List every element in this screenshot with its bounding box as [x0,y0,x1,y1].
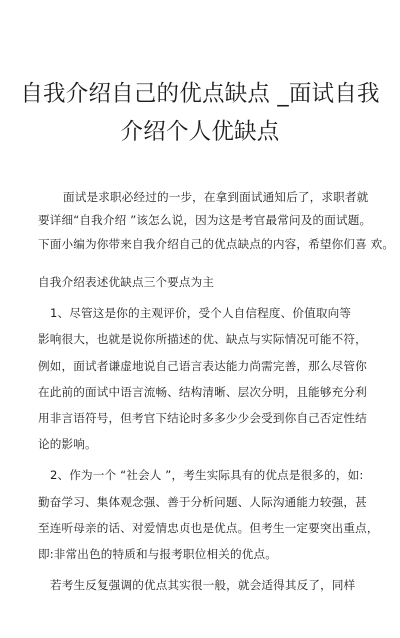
point-1-line-4: 在此前的面试中语言流畅、结构清晰、层次分明，且能够充分利 [38,385,367,399]
document-title-line-2: 介绍个人优缺点 [120,119,280,145]
point-2-line-3: 至连听母亲的话、对爱情忠贞也是优点。但考生一定要突出重点， [38,521,379,535]
paragraph-closing-line-1: 若考生反复强调的优点其实很一般，就会适得其反了，同样 [50,578,356,592]
document-title-line-1: 自我介绍自己的优点缺点 _面试自我 [20,81,380,107]
paragraph-intro-line-3: 下面小编为你带来自我介绍自己的优点缺点的内容，希望你们喜 欢。 [38,237,395,251]
section-heading: 自我介绍表述优缺点三个要点为主 [38,275,215,289]
paragraph-intro-line-1: 面试是求职必经过的一步，在拿到面试通知后了，求职者就 [63,190,369,204]
point-2-line-1: 2、作为一个 “社会人 ”，考生实际具有的优点是很多的，如: [50,468,364,482]
point-1-line-2: 影响很大，也就是说你所描述的优、缺点与实际情况可能不符， [38,332,367,346]
point-1-line-6: 论的影响。 [38,437,97,451]
point-1-line-3: 例如，面试者谦虚地说自己语言表达能力尚需完善，那么尽管你 [38,359,367,373]
point-2-line-2: 勤奋学习、集体观念强、善于分析问题、人际沟通能力较强，甚 [38,495,367,509]
point-1-line-5: 用非言语符号，但考官下结论时多多少少会受到你自己否定性结 [38,411,367,425]
paragraph-intro-line-2: 要详细“自我介绍 ”该怎么说，因为这是考官最常问及的面试题。 [38,213,372,227]
point-1-line-1: 1、尽管这是你的主观评价，受个人自信程度、价值取向等 [50,306,352,320]
point-2-line-4: 即:非常出色的特质和与报考职位相关的优点。 [38,547,277,561]
